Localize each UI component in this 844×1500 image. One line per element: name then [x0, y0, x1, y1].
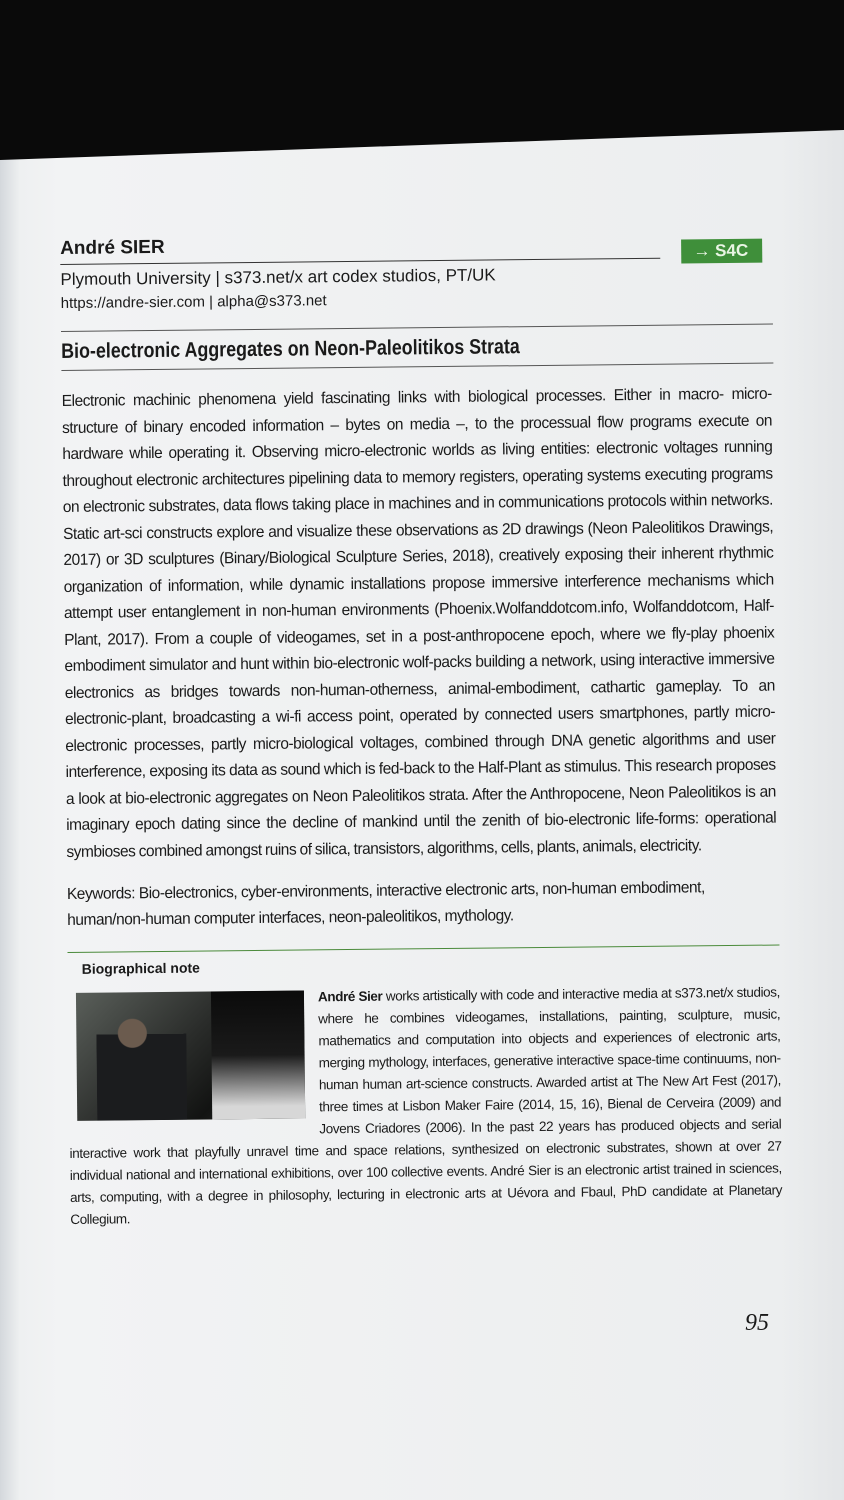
bio-heading: Biographical note: [81, 959, 200, 977]
photo-figure: [96, 1004, 187, 1121]
page-content: [60, 229, 782, 1231]
bio-author-name: André Sier: [317, 988, 383, 1005]
author-affiliation: Plymouth University | s373.net/x art codex studios, PT/UK: [60, 265, 496, 289]
author-name: André SIER: [60, 236, 165, 259]
bio-rule: [67, 945, 779, 953]
author-photo: [76, 990, 305, 1120]
session-tag: → S4C: [681, 239, 762, 264]
author-contact: https://andre-sier.com | alpha@s373.net: [60, 292, 327, 312]
author-header: [60, 229, 773, 315]
photo-background: [211, 990, 305, 1119]
article-title: Bio-electronic Aggregates on Neon-Paleolitikos Strata: [61, 335, 520, 363]
bio-section: [68, 982, 782, 1231]
keywords: Keywords: Bio-electronics, cyber-environments, interactive electronic arts, non-human embodiment, human/non-human computer interfaces, neon-paleolitikos, mythology.: [66, 879, 705, 929]
bio-body: works artistically with code and interactive media at s373.net/x studios, where he combines videogames, installations, painting, sculpture, music, mathematics and computation into objects and experiences of electronic arts, merging mythology, interfaces, generative interactive space-time continuums, non-human human art-science constructs. Awarded artist at The New Art Fest (2017), three times at Lisbon Maker Faire (2014, 15, 16), Bienal de Cerveira (2009) and Jovens Criadores (2006). In the past 22 years has produced objects and serial interactive work that playfully unravel time and space relations, synthesized on electronic substrates, shown at over 27 individual national and international exhibitions, over 100 collective events. André Sier is an electronic artist trained in sciences, arts, computing, with a degree in philosophy, lecturing in electronic arts at Uévora and Fbaul, PhD candidate at Planetary Collegium.: [69, 984, 783, 1227]
abstract-text: Electronic machinic phenomena yield fascinating links with biological processes. Either in macro- micro-structure of binary encoded information – bytes on media –, to the processual flow programs execute on hardware while operating it. Observing micro-electronic worlds as living entities: electronic voltages running throughout electronic architectures pipelining data to memory registers, operating systems executing programs on electronic substrates, data flows taking place in machines and in communications protocols within networks. Static art-sci constructs explore and visualize these observations as 2D drawings (Neon Paleolitikos Drawings, 2017) or 3D sculptures (Binary/Biological Sculpture Series, 2018), creatively exposing their inherent rhythmic organization of information, while dynamic installations propose immersive interference mechanisms which attempt user entanglement in non-human environments (Phoenix.Wolfanddotcom.info, Wolfanddotcom, Half-Plant, 2017). From a couple of videogames, set in a post-anthropocene epoch, where we fly-play phoenix embodiment simulator and hunt within bio-electronic wolf-packs building a network, using interactive immersive electronics as bridges towards non-human-otherness, animal-embodiment, cathartic gameplay. To an electronic-plant, broadcasting a wi-fi access point, operated by connected users smartphones, partly micro-electronic processes, partly micro-biological voltages, combined through DNA genetic algorithms and user interference, exposing its data as sound which is fed-back to the Half-Plant as stimulus. This research proposes a look at bio-electronic aggregates on Neon Paleolitikos strata. After the Anthropocene, Neon Paleolitikos is an imaginary epoch dating since the decline of mankind until the zenith of bio-electronic life-forms: operational symbioses combined amongst ruins of silica, transistors, algorithms, cells, plants, animals, electricity.: [61, 385, 777, 861]
page-number: 95: [745, 1310, 769, 1336]
